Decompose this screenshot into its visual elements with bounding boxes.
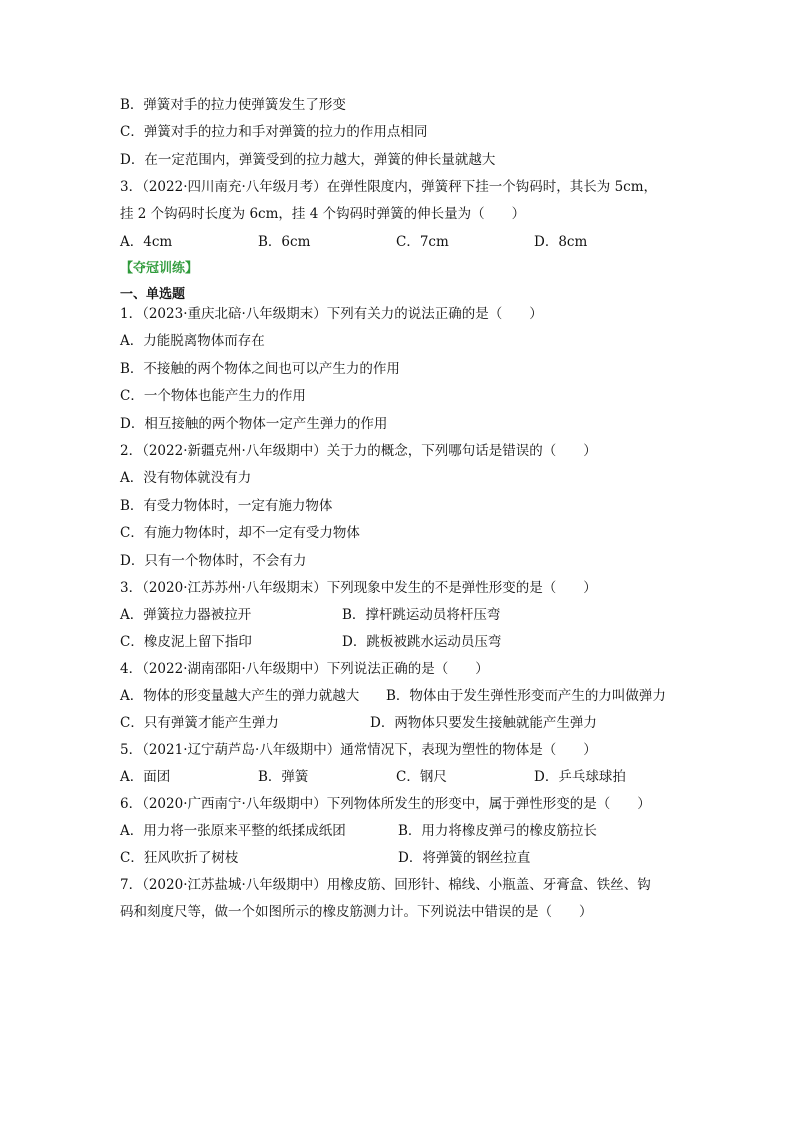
- q2-option-c: C．有施力物体时，却不一定有受力物体: [120, 525, 360, 541]
- q7-stem-line2: 码和刻度尺等，做一个如图所示的橡皮筋测力计。下列说法中错误的是（ ）: [120, 904, 593, 920]
- option-a: A．4cm: [120, 234, 173, 250]
- q3-option-a: A．弹簧拉力器被拉开: [120, 607, 252, 623]
- prev-option-d: D．在一定范围内，弹簧受到的拉力越大，弹簧的伸长量就越大: [120, 152, 496, 168]
- q1-stem: 1．（2023·重庆北碚·八年级期末）下列有关力的说法正确的是（ ）: [120, 306, 543, 322]
- q5-option-b: B．弹簧: [258, 769, 309, 785]
- q1-option-a: A．力能脱离物体而存在: [120, 333, 265, 349]
- section-title: 【夺冠训练】: [120, 261, 199, 276]
- q5-option-d: D．乒乓球球拍: [534, 769, 626, 785]
- q7-stem-line1: 7．（2020·江苏盐城·八年级期中）用橡皮筋、回形针、棉线、小瓶盖、牙膏盒、铁丝、钩: [120, 877, 651, 893]
- q6-option-b: B．用力将橡皮弹弓的橡皮筋拉长: [398, 823, 597, 839]
- section-heading: 一、单选题: [120, 287, 186, 302]
- q4-stem: 4．（2022·湖南邵阳·八年级期中）下列说法正确的是（ ）: [120, 661, 489, 677]
- option-c: C．7cm: [396, 234, 449, 250]
- q2-option-d: D．只有一个物体时，不会有力: [120, 553, 307, 569]
- q4-option-d: D．两物体只要发生接触就能产生弹力: [370, 715, 597, 731]
- q1-option-b: B．不接触的两个物体之间也可以产生力的作用: [120, 361, 400, 377]
- q3-option-d: D．跳板被跳水运动员压弯: [342, 634, 502, 650]
- prev-q3-stem-line2: 挂 2 个钩码时长度为 6cm，挂 4 个钩码时弹簧的伸长量为（ ）: [120, 206, 526, 222]
- q5-stem: 5．（2021·辽宁葫芦岛·八年级期中）通常情况下，表现为塑性的物体是（ ）: [120, 742, 597, 758]
- q5-option-a: A．面团: [120, 769, 171, 785]
- q2-option-b: B．有受力物体时，一定有施力物体: [120, 498, 333, 514]
- q2-stem: 2．（2022·新疆克州·八年级期中）关于力的概念，下列哪句话是错误的（ ）: [120, 443, 597, 459]
- q4-option-c: C．只有弹簧才能产生弹力: [120, 715, 279, 731]
- option-d: D．8cm: [534, 234, 588, 250]
- q1-option-c: C．一个物体也能产生力的作用: [120, 388, 306, 404]
- q6-option-c: C．狂风吹折了树枝: [120, 850, 239, 866]
- q3-stem: 3．（2020·江苏苏州·八年级期末）下列现象中发生的不是弹性形变的是（ ）: [120, 580, 597, 596]
- q4-option-b: B．物体由于发生弹性形变而产生的力叫做弹力: [386, 688, 666, 704]
- q3-option-b: B．撑杆跳运动员将杆压弯: [342, 607, 501, 623]
- prev-q3-stem-line1: 3．（2022·四川南充·八年级月考）在弹性限度内，弹簧秤下挂一个钩码时，其长为 5cm，: [120, 179, 658, 195]
- q5-option-c: C．钢尺: [396, 769, 447, 785]
- q6-stem: 6．（2020·广西南宁·八年级期中）下列物体所发生的形变中，属于弹性形变的是（ ）: [120, 796, 651, 812]
- q2-option-a: A．没有物体就没有力: [120, 470, 252, 486]
- prev-option-c: C．弹簧对手的拉力和手对弹簧的拉力的作用点相同: [120, 124, 428, 140]
- q4-option-a: A．物体的形变量越大产生的弹力就越大: [120, 688, 360, 704]
- q1-option-d: D．相互接触的两个物体一定产生弹力的作用: [120, 416, 388, 432]
- option-b: B．6cm: [258, 234, 311, 250]
- q6-option-d: D．将弹簧的钢丝拉直: [398, 850, 531, 866]
- q6-option-a: A．用力将一张原来平整的纸揉成纸团: [120, 823, 346, 839]
- prev-option-b: B．弹簧对手的拉力使弹簧发生了形变: [120, 97, 346, 113]
- q3-option-c: C．橡皮泥上留下指印: [120, 634, 252, 650]
